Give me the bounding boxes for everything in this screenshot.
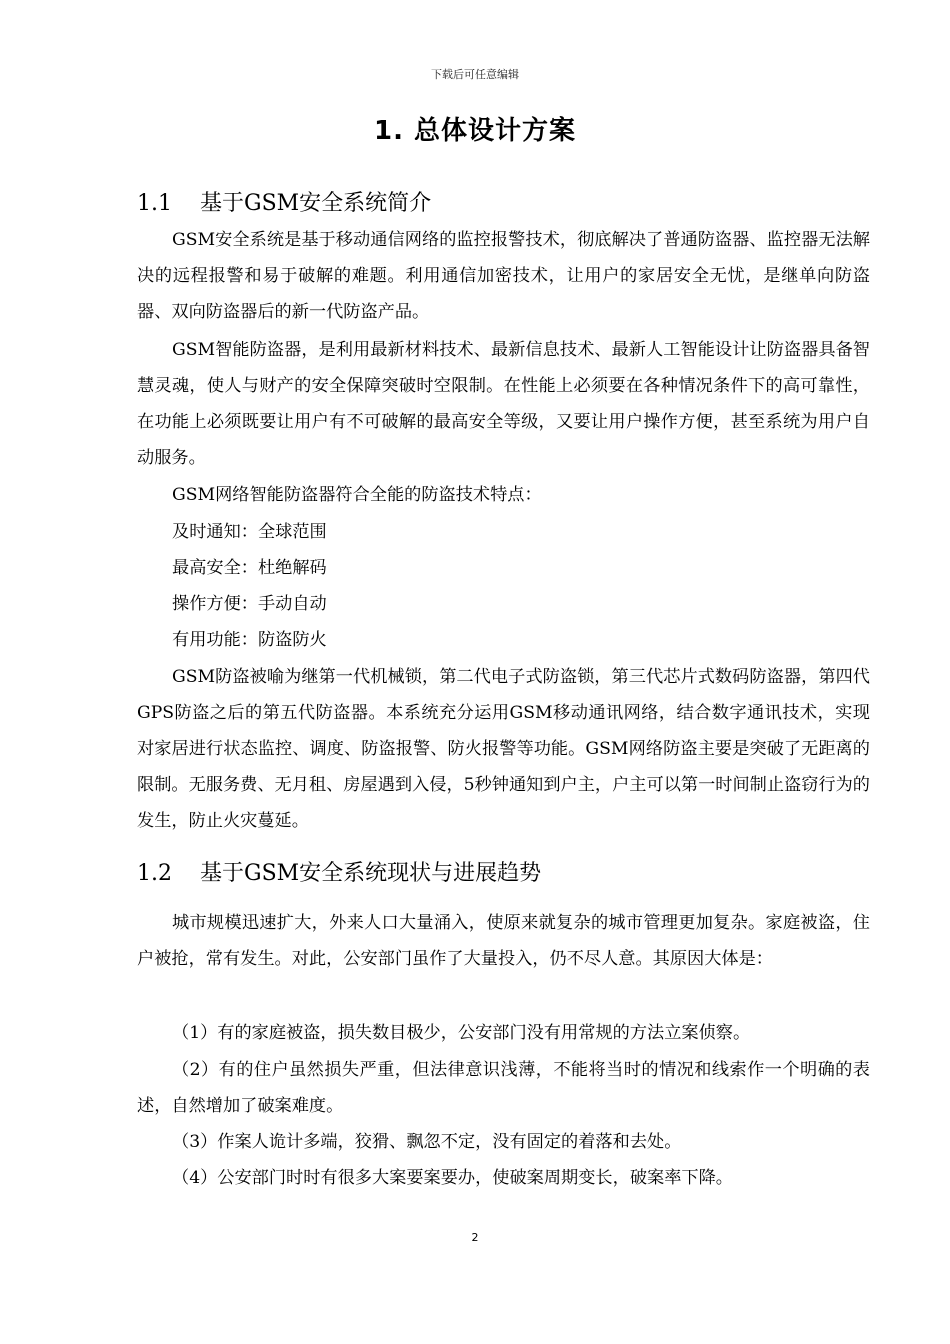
feature-item: 最高安全：杜绝解码 <box>172 558 327 578</box>
paragraph: 城市规模迅速扩大，外来人口大量涌入，使原来就复杂的城市管理更加复杂。家庭被盗，住户被抢，常有发生。对此，公安部门虽作了大量投入，仍不尽人意。其原因大体是： <box>137 913 870 969</box>
section-number: 1.1 <box>137 191 172 216</box>
paragraph: GSM安全系统是基于移动通信网络的监控报警技术，彻底解决了普通防盗器、监控器无法解决的远程报警和易于破解的难题。利用通信加密技术，让用户的家居安全无忧，是继单向防盗器、双向防盗器后的新一代防盗产品。 <box>137 230 870 322</box>
section-title: 基于GSM安全系统简介 <box>200 191 432 216</box>
reason-item: （2）有的住户虽然损失严重，但法律意识浅薄，不能将当时的情况和线索作一个明确的表述，自然增加了破案难度。 <box>137 1060 870 1116</box>
section-heading-1-2 <box>137 856 541 887</box>
section-title: 基于GSM安全系统现状与进展趋势 <box>200 861 542 886</box>
page-header: 下载后可任意编辑 <box>431 68 519 81</box>
paragraph: GSM网络智能防盗器符合全能的防盗技术特点： <box>172 485 542 505</box>
section-number: 1.2 <box>137 861 172 886</box>
paragraph: GSM智能防盗器，是利用最新材料技术、最新信息技术、最新人工智能设计让防盗器具备智慧灵魂，使人与财产的安全保障突破时空限制。在性能上必须要在各种情况条件下的高可靠性，在功能上必须既要让用户有不可破解的最高安全等级，又要让用户操作方便，甚至系统为用户自动服务。 <box>137 340 870 468</box>
feature-item: 有用功能：防盗防火 <box>172 630 327 650</box>
paragraph: GSM防盗被喻为继第一代机械锁，第二代电子式防盗锁，第三代芯片式数码防盗器，第四代GPS防盗之后的第五代防盗器。本系统充分运用GSM移动通讯网络，结合数字通讯技术，实现对家居进行状态监控、调度、防盗报警、防火报警等功能。GSM网络防盗主要是突破了无距离的限制。无服务费、无月租、房屋遇到入侵，5秒钟通知到户主，户主可以第一时间制止盗窃行为的发生，防止火灾蔓延。 <box>137 667 870 831</box>
document-title: 1. 总体设计方案 <box>373 116 577 146</box>
feature-item: 操作方便：手动自动 <box>172 594 327 614</box>
reason-item: （3）作案人诡计多端，狡猾、飘忽不定，没有固定的着落和去处。 <box>172 1132 682 1152</box>
reason-item: （1）有的家庭被盗，损失数目极少，公安部门没有用常规的方法立案侦察。 <box>172 1023 751 1043</box>
section-heading-1-1 <box>137 186 431 217</box>
page-number: 2 <box>471 1231 479 1244</box>
reason-item: （4）公安部门时时有很多大案要案要办，使破案周期变长，破案率下降。 <box>172 1168 733 1188</box>
feature-item: 及时通知：全球范围 <box>172 522 327 542</box>
